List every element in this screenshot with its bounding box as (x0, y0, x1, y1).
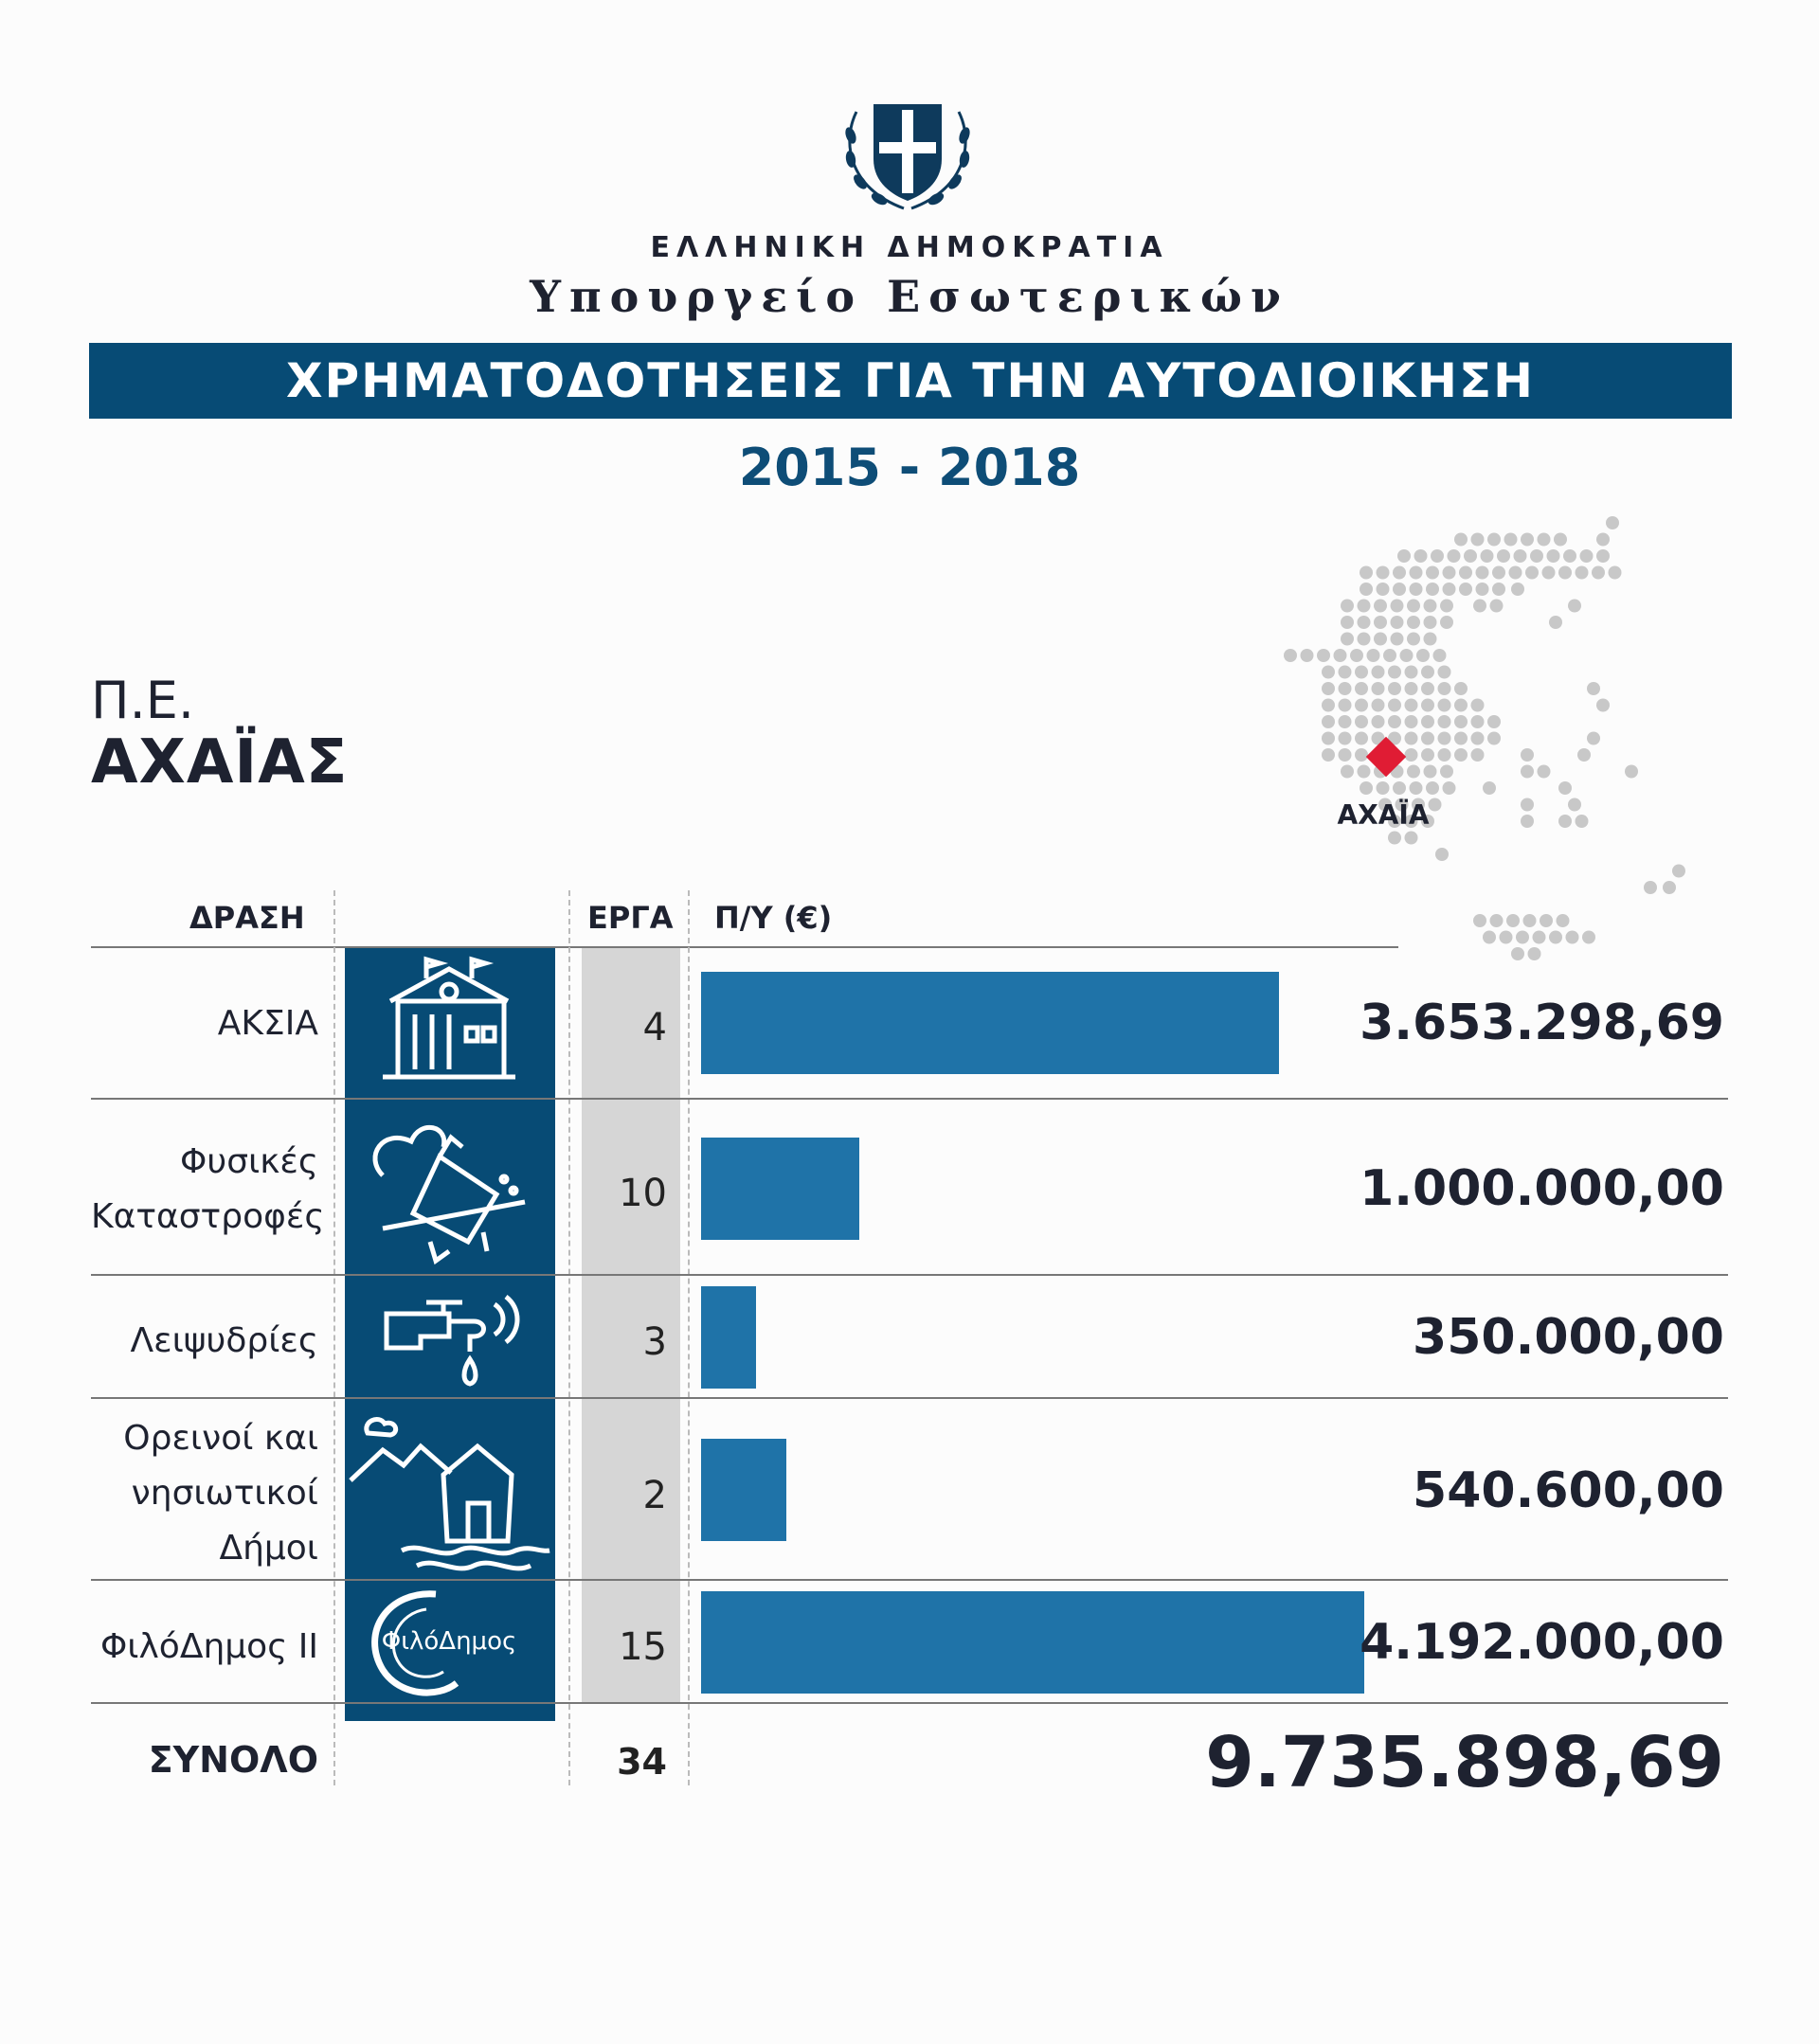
map-dot (1672, 865, 1685, 878)
map-dot (1454, 533, 1468, 547)
map-dot (1374, 633, 1387, 646)
map-dot (1393, 566, 1406, 580)
map-dot (1483, 931, 1496, 944)
greece-dot-map (1279, 511, 1696, 995)
map-dot (1592, 566, 1605, 580)
map-dot (1416, 649, 1430, 662)
map-dot (1372, 682, 1385, 695)
map-dot (1355, 666, 1368, 679)
map-dot (1355, 732, 1368, 745)
map-dot (1360, 583, 1373, 596)
map-dot (1421, 682, 1434, 695)
map-dot (1563, 549, 1576, 563)
map-dot (1483, 781, 1496, 795)
row-projects: 10 (619, 1172, 667, 1215)
row-rule (91, 1702, 1728, 1704)
map-dot (1487, 732, 1501, 745)
map-dot (1355, 699, 1368, 712)
map-dot (1431, 549, 1444, 563)
map-dot (1525, 566, 1539, 580)
map-dot (1606, 516, 1619, 529)
map-dot (1506, 914, 1520, 927)
map-dot (1424, 616, 1437, 629)
map-dot (1358, 633, 1371, 646)
row-value: 350.000,00 (1413, 1309, 1724, 1366)
map-dot (1372, 715, 1385, 728)
map-dot (1388, 699, 1401, 712)
map-dot (1391, 633, 1404, 646)
bar-4 (701, 1591, 1364, 1694)
map-dot (1514, 549, 1527, 563)
map-dot (1388, 682, 1401, 695)
map-dot (1322, 666, 1335, 679)
map-dot (1547, 549, 1560, 563)
years-subtitle: 2015 - 2018 (738, 438, 1081, 497)
map-dot (1438, 748, 1451, 762)
map-dot (1407, 616, 1420, 629)
map-dot (1383, 649, 1396, 662)
col-divider-1 (333, 890, 335, 1785)
town-hall-icon (345, 948, 555, 1098)
map-dot (1421, 715, 1434, 728)
map-dot (1473, 600, 1486, 613)
map-dot (1476, 583, 1489, 596)
map-dot (1372, 666, 1385, 679)
map-dot (1490, 600, 1504, 613)
col-header-projects: ΕΡΓΑ (587, 900, 674, 936)
row-value: 540.600,00 (1413, 1462, 1724, 1519)
map-dot (1377, 583, 1390, 596)
map-dot (1358, 616, 1371, 629)
map-dot (1511, 947, 1524, 960)
map-dot (1471, 699, 1485, 712)
map-dot (1443, 781, 1456, 795)
col-header-action: ΔΡΑΣΗ (189, 900, 305, 936)
map-dot (1521, 533, 1534, 547)
map-dot (1358, 765, 1371, 779)
row-rule (91, 1579, 1728, 1581)
region-name: ΑΧΑΪΑΣ (91, 727, 349, 798)
map-dot (1443, 583, 1456, 596)
row-projects: 4 (642, 1006, 667, 1049)
map-region-label: ΑΧΑΪΑ (1337, 799, 1430, 831)
row-label: ΦιλόΔημος ΙΙ (99, 1627, 318, 1666)
map-dot (1558, 781, 1572, 795)
icon-cell (345, 1399, 555, 1579)
map-dot (1557, 914, 1570, 927)
map-dot (1341, 600, 1354, 613)
row-value: 3.653.298,69 (1360, 995, 1724, 1051)
map-dot (1397, 549, 1411, 563)
ministry-name: Υπουργείο Εσωτερικών (530, 271, 1289, 322)
map-dot (1504, 533, 1518, 547)
map-dot (1350, 649, 1363, 662)
map-dot (1528, 947, 1541, 960)
map-dot (1393, 583, 1406, 596)
map-dot (1424, 600, 1437, 613)
title-banner: ΧΡΗΜΑΤΟΔΟΤΗΣΕΙΣ ΓΙΑ ΤΗΝ ΑΥΤΟΔΙΟΙΚΗΣΗ (89, 343, 1732, 419)
map-dot (1374, 616, 1387, 629)
map-dot (1440, 616, 1453, 629)
map-dot (1322, 682, 1335, 695)
map-dot (1448, 549, 1461, 563)
map-dot (1438, 732, 1451, 745)
map-dot (1426, 781, 1439, 795)
country-name: ΕΛΛΗΝΙΚΗ ΔΗΜΟΚΡΑΤΙΑ (650, 231, 1169, 264)
map-dot (1410, 566, 1423, 580)
icon-cell (345, 948, 555, 1098)
map-dot (1405, 832, 1418, 845)
map-dot (1405, 715, 1418, 728)
map-dot (1440, 600, 1453, 613)
map-dot (1471, 748, 1485, 762)
map-dot (1500, 931, 1513, 944)
map-dot (1509, 566, 1522, 580)
map-dot (1334, 649, 1347, 662)
map-dot (1596, 549, 1610, 563)
map-dot (1596, 533, 1610, 547)
map-dot (1317, 649, 1330, 662)
row-rule (91, 1274, 1728, 1276)
map-dot (1388, 715, 1401, 728)
col-divider-3 (688, 890, 690, 1785)
col-header-budget: Π/Υ (€) (714, 900, 833, 936)
map-dot (1341, 633, 1354, 646)
row-projects: 3 (642, 1320, 667, 1364)
map-dot (1443, 566, 1456, 580)
coat-of-arms-emblem (837, 83, 978, 216)
map-dot (1388, 832, 1401, 845)
map-dot (1576, 815, 1589, 828)
map-dot (1558, 815, 1572, 828)
map-dot (1407, 633, 1420, 646)
map-dot (1533, 931, 1546, 944)
map-dot (1388, 666, 1401, 679)
total-projects: 34 (617, 1741, 667, 1783)
map-dot (1663, 881, 1676, 894)
map-dot (1355, 748, 1368, 762)
row-projects: 2 (642, 1474, 667, 1517)
row-value: 1.000.000,00 (1360, 1160, 1724, 1217)
map-dot (1339, 732, 1352, 745)
map-dot (1377, 781, 1390, 795)
map-dot (1360, 566, 1373, 580)
row-label: Ορεινοί και νησιωτικοί Δήμοι (123, 1419, 318, 1568)
icon-cell (345, 1100, 555, 1274)
map-dot (1549, 616, 1562, 629)
map-dot (1429, 798, 1442, 812)
bar-0 (701, 972, 1279, 1074)
map-dot (1426, 566, 1439, 580)
map-dot (1568, 600, 1581, 613)
map-dot (1609, 566, 1622, 580)
map-dot (1438, 666, 1451, 679)
bar-1 (701, 1138, 859, 1240)
map-dot (1433, 649, 1447, 662)
map-dot (1490, 914, 1504, 927)
icon-column-footer (345, 1704, 555, 1721)
map-dot (1464, 549, 1477, 563)
map-dot (1424, 633, 1437, 646)
map-dot (1405, 682, 1418, 695)
map-dot (1339, 715, 1352, 728)
map-dot (1426, 583, 1439, 596)
icon-cell (345, 1276, 555, 1397)
map-dot (1438, 699, 1451, 712)
map-dot (1454, 682, 1468, 695)
map-dot (1471, 715, 1485, 728)
row-value: 4.192.000,00 (1360, 1614, 1724, 1671)
header-rule (91, 946, 1398, 948)
map-dot (1521, 798, 1534, 812)
map-dot (1511, 583, 1524, 596)
map-dot (1421, 666, 1434, 679)
map-dot (1405, 666, 1418, 679)
map-dot (1421, 699, 1434, 712)
map-dot (1542, 566, 1556, 580)
map-dot (1360, 781, 1373, 795)
icon-cell (345, 1581, 555, 1702)
bar-2 (701, 1286, 756, 1389)
map-dot (1400, 649, 1414, 662)
map-dot (1538, 533, 1551, 547)
map-dot (1487, 715, 1501, 728)
map-dot (1407, 600, 1420, 613)
map-dot (1487, 533, 1501, 547)
map-dot (1405, 699, 1418, 712)
map-dot (1523, 914, 1537, 927)
total-label: ΣΥΝΟΛΟ (148, 1739, 318, 1781)
map-dot (1644, 881, 1657, 894)
map-dot (1454, 748, 1468, 762)
map-dot (1341, 616, 1354, 629)
map-dot (1374, 600, 1387, 613)
map-dot (1322, 748, 1335, 762)
row-rule (91, 1098, 1728, 1100)
map-dot (1440, 765, 1453, 779)
map-dot (1301, 649, 1314, 662)
row-label: ΑΚΣΙΑ (217, 1004, 318, 1043)
map-dot (1435, 848, 1449, 861)
map-dot (1454, 699, 1468, 712)
bar-3 (701, 1439, 786, 1541)
natural-disaster-icon (345, 1100, 555, 1274)
map-dot (1566, 931, 1579, 944)
map-dot (1339, 748, 1352, 762)
map-dot (1438, 715, 1451, 728)
map-dot (1322, 715, 1335, 728)
mountain-island-house-icon (345, 1399, 555, 1579)
map-dot (1577, 748, 1591, 762)
row-label: Λειψυδρίες (130, 1321, 318, 1360)
map-dot (1407, 765, 1420, 779)
map-dot (1372, 699, 1385, 712)
map-dot (1438, 682, 1451, 695)
map-dot (1471, 732, 1485, 745)
map-dot (1424, 765, 1437, 779)
map-dot (1521, 815, 1534, 828)
map-dot (1410, 583, 1423, 596)
map-dot (1358, 600, 1371, 613)
map-dot (1454, 732, 1468, 745)
map-dot (1521, 765, 1534, 779)
map-dot (1521, 748, 1534, 762)
map-dot (1492, 583, 1505, 596)
map-dot (1625, 765, 1638, 779)
map-dot (1580, 549, 1594, 563)
map-dot (1492, 566, 1505, 580)
map-dot (1410, 781, 1423, 795)
map-dot (1322, 699, 1335, 712)
map-dot (1587, 732, 1600, 745)
region-prefix: Π.Ε. (91, 671, 195, 730)
total-value: 9.735.898,69 (1205, 1722, 1724, 1803)
map-dot (1405, 748, 1418, 762)
map-dot (1339, 682, 1352, 695)
map-dot (1367, 649, 1380, 662)
map-dot (1558, 566, 1572, 580)
map-dot (1582, 931, 1595, 944)
map-dot (1377, 566, 1390, 580)
map-dot (1405, 732, 1418, 745)
map-dot (1481, 549, 1494, 563)
map-dot (1568, 798, 1581, 812)
map-dot (1341, 765, 1354, 779)
logo-text: ΦιλόΔημος (381, 1627, 517, 1656)
map-dot (1421, 732, 1434, 745)
row-rule (91, 1397, 1728, 1399)
map-dot (1476, 566, 1489, 580)
map-dot (1391, 600, 1404, 613)
map-dot (1322, 732, 1335, 745)
map-dot (1596, 699, 1610, 712)
map-dot (1497, 549, 1510, 563)
col-divider-2 (568, 890, 570, 1785)
map-dot (1459, 583, 1472, 596)
row-label: Φυσικές Καταστροφές (91, 1142, 325, 1236)
map-dot (1516, 931, 1529, 944)
map-dot (1355, 682, 1368, 695)
map-dot (1540, 914, 1553, 927)
filodimos-logo-icon (345, 1581, 555, 1702)
map-dot (1473, 914, 1486, 927)
map-dot (1549, 931, 1562, 944)
map-dot (1414, 549, 1428, 563)
map-dot (1355, 715, 1368, 728)
map-dot (1530, 549, 1543, 563)
map-dot (1587, 682, 1600, 695)
map-dot (1284, 649, 1297, 662)
map-dot (1391, 616, 1404, 629)
map-dot (1421, 748, 1434, 762)
map-dot (1393, 781, 1406, 795)
water-tap-icon (345, 1276, 555, 1397)
map-dot (1538, 765, 1551, 779)
map-dot (1576, 566, 1589, 580)
map-dot (1339, 666, 1352, 679)
map-dot (1339, 699, 1352, 712)
row-projects: 15 (619, 1625, 667, 1669)
map-dot (1554, 533, 1567, 547)
map-dot (1471, 533, 1485, 547)
map-dot (1459, 566, 1472, 580)
map-dot (1454, 715, 1468, 728)
